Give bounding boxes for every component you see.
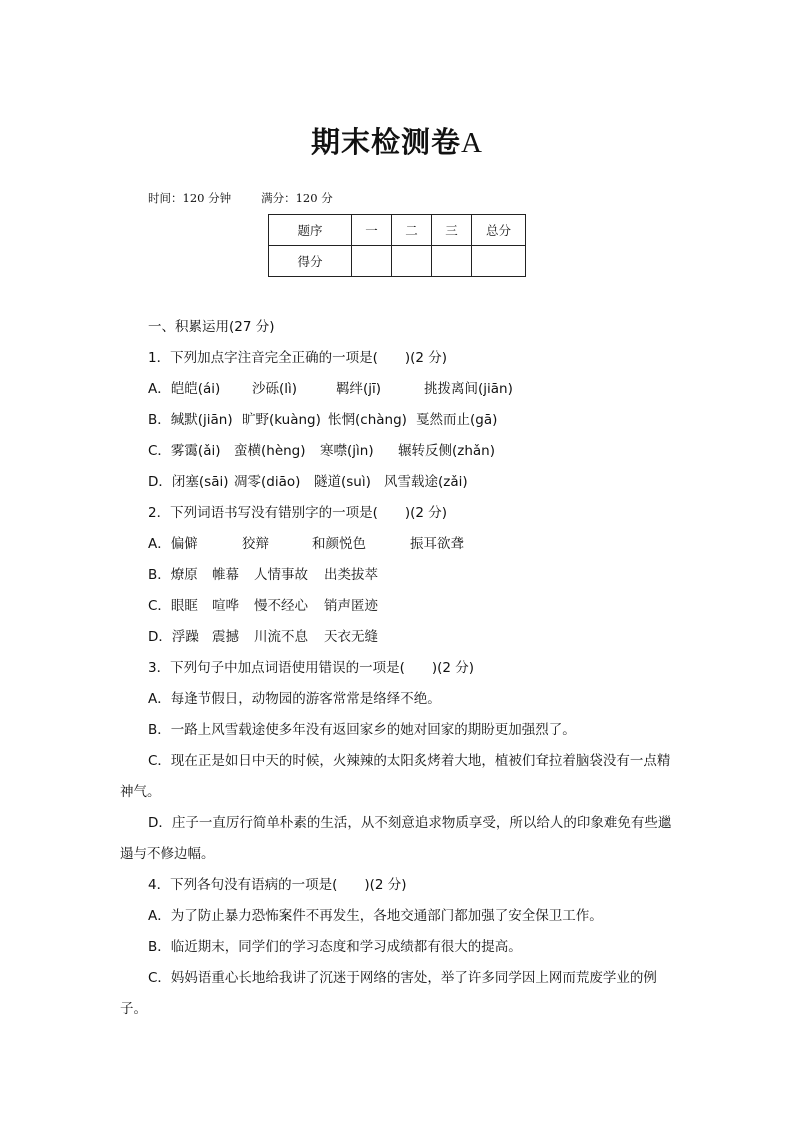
option-part: 戛然而止(gā)	[416, 412, 498, 428]
option-line: B．临近期末，同学们的学习态度和学习成绩都有很大的提高。	[148, 939, 522, 955]
header-cell: 总分	[472, 215, 526, 246]
header-cell: 三	[432, 215, 472, 246]
option-line	[120, 560, 676, 591]
option-line	[120, 591, 676, 622]
option-line: D．庄子一直厉行简单朴素的生活，从不刻意追求物质享受，所以给人的印象难免有些邋遢与不修边幅。	[120, 815, 672, 862]
page-title	[0, 120, 794, 161]
option-part: 羁绊(jī)	[336, 381, 382, 397]
full-score: 满分：120 分	[261, 191, 333, 205]
option-line	[120, 405, 676, 436]
time-limit: 时间：120 分钟	[148, 191, 232, 205]
option-part: 震撼	[212, 629, 239, 645]
option-line	[120, 467, 676, 498]
option-line	[120, 374, 676, 405]
option-part: 天衣无缝	[324, 629, 378, 645]
option-part: 怅惘(chàng)	[328, 412, 407, 428]
score-cell	[432, 246, 472, 277]
question-stem: 4．下列各句没有语病的一项是( )(2 分)	[148, 877, 407, 893]
score-table-header	[269, 215, 526, 246]
question-stem: 2．下列词语书写没有错别字的一项是( )(2 分)	[148, 505, 448, 521]
score-cell	[472, 246, 526, 277]
option-part: 风雪载途(zǎi)	[384, 474, 468, 490]
row-label: 得分	[269, 246, 352, 277]
exam-meta	[148, 190, 333, 206]
title-main: 期末检测卷	[311, 125, 462, 159]
option-part: 旷野(kuàng)	[242, 412, 321, 428]
option-part: 沙砾(lì)	[252, 381, 298, 397]
question-stem: 3．下列句子中加点词语使用错误的一项是( )(2 分)	[148, 660, 475, 676]
score-table	[268, 214, 526, 277]
option-part: C．眼眶	[148, 598, 198, 614]
option-line	[120, 529, 676, 560]
option-part: 挑拨离间(jiān)	[424, 381, 513, 397]
option-part: D．闭塞(sāi)	[148, 474, 229, 490]
title-suffix: A	[461, 127, 483, 159]
option-part: 出类拔萃	[324, 567, 378, 583]
option-line	[120, 622, 676, 653]
option-part: B．缄默(jiān)	[148, 412, 233, 428]
option-part: C．雾霭(ǎi)	[148, 443, 221, 459]
option-part: D．浮躁	[148, 629, 199, 645]
score-cell	[352, 246, 392, 277]
option-part: 隧道(suì)	[314, 474, 371, 490]
option-line: C．妈妈语重心长地给我讲了沉迷于网络的害处，举了许多同学因上网而荒废学业的例子。	[120, 970, 657, 1017]
option-part: 狡辩	[242, 536, 269, 552]
question-stem: 1．下列加点字注音完全正确的一项是( )(2 分)	[148, 350, 448, 366]
option-part: 销声匿迹	[324, 598, 378, 614]
option-line	[120, 436, 676, 467]
option-part: 喧哗	[212, 598, 239, 614]
header-cell: 题序	[269, 215, 352, 246]
exam-body	[120, 312, 676, 1025]
section-heading: 一、积累运用(27 分)	[148, 319, 275, 335]
header-cell: 二	[392, 215, 432, 246]
option-part: A．偏僻	[148, 536, 198, 552]
option-part: 振耳欲聋	[410, 536, 464, 552]
option-line: B．一路上风雪载途使多年没有返回家乡的她对回家的期盼更加强烈了。	[148, 722, 576, 738]
option-part: 寒噤(jìn)	[320, 443, 374, 459]
option-part: A．皑皑(ái)	[148, 381, 221, 397]
option-part: B．燎原	[148, 567, 198, 583]
option-line: A．每逢节假日，动物园的游客常常是络绎不绝。	[148, 691, 441, 707]
option-part: 凋零(diāo)	[234, 474, 301, 490]
option-part: 和颜悦色	[312, 536, 366, 552]
score-cell	[392, 246, 432, 277]
header-cell: 一	[352, 215, 392, 246]
option-part: 慢不经心	[254, 598, 308, 614]
score-table-row	[269, 246, 526, 277]
option-part: 川流不息	[254, 629, 308, 645]
option-part: 蛮横(hèng)	[234, 443, 306, 459]
option-part: 人情事故	[254, 567, 308, 583]
option-line: A．为了防止暴力恐怖案件不再发生，各地交通部门都加强了安全保卫工作。	[148, 908, 603, 924]
option-line: C．现在正是如日中天的时候，火辣辣的太阳炙烤着大地，植被们耷拉着脑袋没有一点精神气。	[120, 753, 671, 800]
option-part: 辗转反侧(zhǎn)	[398, 443, 496, 459]
option-part: 帷幕	[212, 567, 239, 583]
